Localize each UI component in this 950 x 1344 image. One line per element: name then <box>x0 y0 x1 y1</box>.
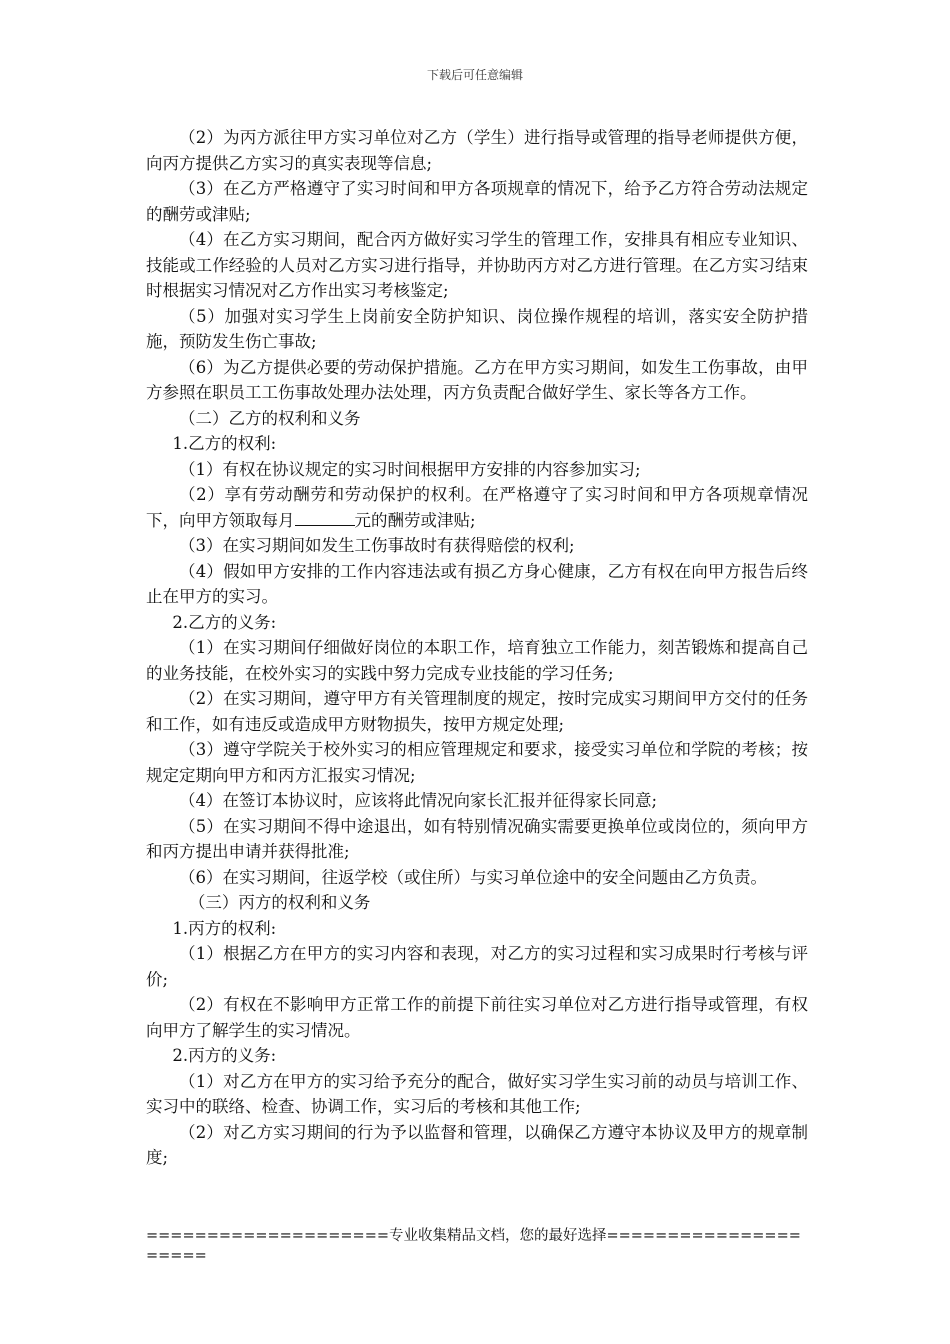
paragraph: （5）在实习期间不得中途退出，如有特别情况确实需要更换单位或岗位的，须向甲方和丙方提出申请并获得批准; <box>146 816 808 861</box>
paragraph: （4）在乙方实习期间，配合丙方做好实习学生的管理工作，安排具有相应专业知识、技能或工作经验的人员对乙方实习进行指导，并协助丙方对乙方进行管理。在乙方实习结束时根据实习情况对乙方作出实习考核鉴定; <box>146 230 808 300</box>
paragraph: （6）在实习期间，往返学校（或住所）与实习单位途中的安全问题由乙方负责。 <box>179 867 767 887</box>
paragraph: （3）在实习期间如发生工伤事故时有获得赔偿的权利; <box>179 536 575 555</box>
subsection-heading: 2.乙方的义务: <box>172 612 277 632</box>
page-header-note: 下载后可任意编辑 <box>426 68 523 82</box>
section-heading: （二）乙方的权利和义务 <box>179 408 361 428</box>
paragraph: （2）对乙方实习期间的行为予以监督和管理，以确保乙方遵守本协议及甲方的规章制度; <box>146 1122 808 1167</box>
paragraph: （5）加强对实习学生上岗前安全防护知识、岗位操作规程的培训，落实安全防护措施，预防发生伤亡事故; <box>146 306 808 351</box>
paragraph: （2）在实习期间，遵守甲方有关管理制度的规定，按时完成实习期间甲方交付的任务和工作，如有违反或造成甲方财物损失，按甲方规定处理; <box>146 689 808 734</box>
subsection-heading: 1.丙方的权利: <box>172 918 277 938</box>
paragraph: （2）为丙方派往甲方实习单位对乙方（学生）进行指导或管理的指导老师提供方便，向丙方提供乙方实习的真实表现等信息; <box>146 128 808 173</box>
section-heading: （三）丙方的权利和义务 <box>188 893 371 912</box>
paragraph-with-blank <box>146 482 808 533</box>
paragraph: （2）有权在不影响甲方正常工作的前提下前往实习单位对乙方进行指导或管理，有权向甲方了解学生的实习情况。 <box>146 995 808 1040</box>
document-body <box>146 125 808 1171</box>
subsection-heading: 2.丙方的义务: <box>172 1046 277 1065</box>
fill-in-blank[interactable] <box>295 509 355 526</box>
paragraph: （3）遵守学院关于校外实习的相应管理规定和要求，接受实习单位和学院的考核；按规定定期向甲方和丙方汇报实习情况; <box>146 740 808 785</box>
paragraph: （4）在签订本协议时，应该将此情况向家长汇报并征得家长同意; <box>179 791 658 810</box>
paragraph: （1）根据乙方在甲方的实习内容和表现，对乙方的实习过程和实习成果时行考核与评价; <box>146 944 808 989</box>
page-footer-banner: ====================专业收集精品文档，您的最好选择===================== <box>146 1228 801 1264</box>
subsection-heading: 1.乙方的权利: <box>172 434 277 453</box>
paragraph: （1）在实习期间仔细做好岗位的本职工作，培育独立工作能力，刻苦锻炼和提高自己的业务技能，在校外实习的实践中努力完成专业技能的学习任务; <box>146 638 808 683</box>
paragraph: （4）假如甲方安排的工作内容违法或有损乙方身心健康，乙方有权在向甲方报告后终止在甲方的实习。 <box>146 561 808 606</box>
paragraph: （3）在乙方严格遵守了实习时间和甲方各项规章的情况下，给予乙方符合劳动法规定的酬劳或津贴; <box>146 179 808 224</box>
paragraph-text-before: （2）享有劳动酬劳和劳动保护的权利。在严格遵守了实习时间和甲方各项规章情况下，向甲方领取每月 <box>146 485 808 530</box>
paragraph-text-after: 元的酬劳或津贴; <box>354 510 476 530</box>
paragraph: （6）为乙方提供必要的劳动保护措施。乙方在甲方实习期间，如发生工伤事故，由甲方参照在职员工工伤事故处理办法处理，丙方负责配合做好学生、家长等各方工作。 <box>146 357 808 402</box>
paragraph: （1）有权在协议规定的实习时间根据甲方安排的内容参加实习; <box>179 459 641 479</box>
paragraph: （1）对乙方在甲方的实习给予充分的配合，做好实习学生实习前的动员与培训工作、实习中的联络、检查、协调工作，实习后的考核和其他工作; <box>146 1071 808 1116</box>
